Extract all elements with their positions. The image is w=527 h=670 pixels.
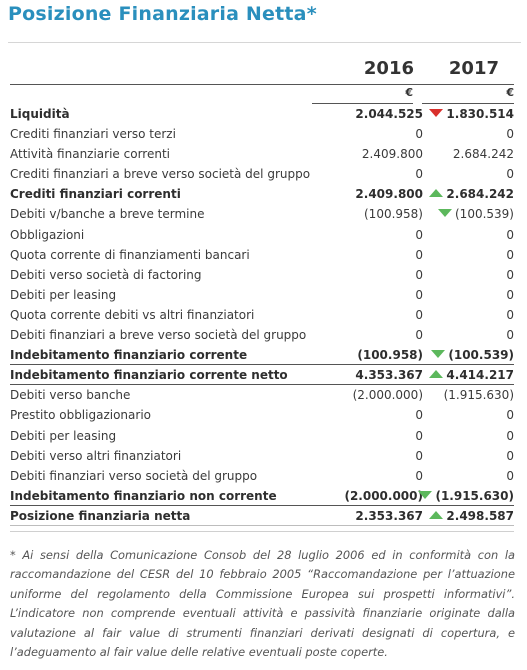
value-2017-cell xyxy=(506,124,514,144)
table-row xyxy=(10,365,514,385)
header-divider xyxy=(10,84,514,85)
value-2016: 0 xyxy=(415,428,423,443)
value-2016: 0 xyxy=(415,468,423,483)
row-label: Liquidità xyxy=(10,107,70,121)
row-label: Attività finanziarie correnti xyxy=(10,147,170,162)
table-row xyxy=(10,325,514,345)
table-row xyxy=(10,486,514,506)
value-2016: (100.958) xyxy=(357,348,423,363)
year-header-2017: 2017 xyxy=(448,58,499,79)
value-2016: 0 xyxy=(415,448,423,463)
value-2017-cell xyxy=(453,144,514,164)
value-2017: 0 xyxy=(506,307,514,322)
trend-down-green-icon xyxy=(431,350,445,358)
trend-down-green-icon xyxy=(418,491,432,499)
value-2016: 0 xyxy=(415,267,423,282)
value-2016: 0 xyxy=(415,247,423,262)
value-2017-cell xyxy=(506,426,514,446)
row-label: Quota corrente di finanziamenti bancari xyxy=(10,247,250,262)
value-2016: 0 xyxy=(415,408,423,423)
value-2016: 0 xyxy=(415,287,423,302)
row-label: Crediti finanziari a breve verso società del gruppo xyxy=(10,167,311,182)
value-2017-cell xyxy=(506,285,514,305)
table-row xyxy=(10,144,514,164)
row-label: Crediti finanziari correnti xyxy=(10,187,181,202)
table-row xyxy=(10,405,514,425)
value-2017-cell xyxy=(506,466,514,486)
table-row xyxy=(10,184,514,204)
value-2017-cell xyxy=(429,184,514,204)
page-title: Posizione Finanziaria Netta* xyxy=(8,3,317,25)
row-label: Indebitamento finanziario non corrente xyxy=(10,488,277,503)
value-2017: (100.539) xyxy=(455,207,514,222)
value-2017: 2.498.587 xyxy=(446,508,514,523)
value-2017: 2.684.242 xyxy=(446,187,514,202)
row-label: Debiti per leasing xyxy=(10,428,117,443)
trend-up-icon xyxy=(429,189,443,197)
value-2017: (100.539) xyxy=(448,348,514,363)
table-row xyxy=(10,164,514,184)
value-2017: 0 xyxy=(506,247,514,262)
value-2017: (1.915.630) xyxy=(435,488,514,503)
currency-label-2017: € xyxy=(422,86,514,104)
value-2016: 0 xyxy=(415,127,423,142)
value-2016: 0 xyxy=(415,167,423,182)
row-label: Crediti finanziari verso terzi xyxy=(10,127,176,142)
row-label: Posizione finanziaria netta xyxy=(10,508,191,523)
value-2017-cell xyxy=(506,325,514,345)
table-row xyxy=(10,305,514,325)
table-row xyxy=(10,204,514,224)
row-label: Obbligazioni xyxy=(10,227,85,242)
table-row xyxy=(10,285,514,305)
value-2017-cell xyxy=(429,104,514,124)
value-2017: 0 xyxy=(506,287,514,302)
value-2017: 0 xyxy=(506,428,514,443)
table-row xyxy=(10,104,514,124)
row-label: Quota corrente debiti vs altri finanziatori xyxy=(10,307,255,322)
table-row xyxy=(10,426,514,446)
value-2017: 0 xyxy=(506,448,514,463)
row-label: Debiti v/banche a breve termine xyxy=(10,207,205,222)
table-row xyxy=(10,345,514,365)
value-2017-cell xyxy=(506,405,514,425)
value-2017-cell xyxy=(506,245,514,265)
value-2017: 4.414.217 xyxy=(446,368,514,383)
value-2017-cell xyxy=(444,385,514,405)
currency-label-2016: € xyxy=(312,86,413,104)
value-2017-cell xyxy=(506,265,514,285)
value-2016: 0 xyxy=(415,307,423,322)
value-2016: 2.409.800 xyxy=(361,147,423,162)
value-2017: 0 xyxy=(506,127,514,142)
value-2017-cell xyxy=(506,305,514,325)
value-2016: 2.409.800 xyxy=(355,187,423,202)
trend-down-red-icon xyxy=(429,109,443,117)
row-label: Debiti verso altri finanziatori xyxy=(10,448,182,463)
financial-table xyxy=(10,104,514,526)
value-2017: 2.684.242 xyxy=(452,147,514,162)
value-2017-cell xyxy=(506,225,514,245)
value-2016: (100.958) xyxy=(364,207,423,222)
value-2017-cell xyxy=(506,446,514,466)
title-divider xyxy=(8,42,521,43)
table-row xyxy=(10,506,514,526)
trend-up-icon xyxy=(429,511,443,519)
value-2017-cell xyxy=(438,204,514,224)
row-label: Prestito obbligazionario xyxy=(10,408,151,423)
row-label: Debiti finanziari verso società del gruppo xyxy=(10,468,258,483)
value-2017-cell xyxy=(429,365,514,385)
value-2017-cell xyxy=(418,486,514,506)
table-row xyxy=(10,385,514,405)
year-header-2016: 2016 xyxy=(363,58,414,79)
value-2017: 0 xyxy=(506,267,514,282)
value-2017-cell xyxy=(429,506,514,526)
row-label: Debiti per leasing xyxy=(10,287,117,302)
value-2017: 0 xyxy=(506,167,514,182)
table-row xyxy=(10,124,514,144)
row-label: Indebitamento finanziario corrente xyxy=(10,348,248,363)
table-row xyxy=(10,265,514,285)
row-label: Debiti finanziari a breve verso società del gruppo xyxy=(10,328,307,343)
trend-down-green-icon xyxy=(438,209,452,217)
footnote-divider xyxy=(10,531,514,532)
table-row xyxy=(10,446,514,466)
table-row xyxy=(10,466,514,486)
value-2016: 2.044.525 xyxy=(355,107,423,121)
row-label: Debiti verso banche xyxy=(10,388,131,403)
value-2017: 0 xyxy=(506,227,514,242)
value-2017: 1.830.514 xyxy=(446,107,514,121)
value-2016: (2.000.000) xyxy=(344,488,423,503)
value-2017: (1.915.630) xyxy=(443,388,514,403)
value-2016: 0 xyxy=(415,328,423,343)
footnote: * Ai sensi della Comunicazione Consob del 28 luglio 2006 ed in conformità con la raccomandazione del CESR del 10 febbraio 2005 “Raccomandazione per l’attuazione uniforme del regolamento della Commissione Europea sui prospetti informativi”. L’indicatore non comprende eventuali attività e passività finanziarie originate dalla valutazione al fair value di strumenti finanziari derivati designati di copertura, e l’adeguamento al fair value delle relative eventuali poste coperte. xyxy=(10,548,515,660)
value-2016: 2.353.367 xyxy=(355,508,423,523)
value-2017-cell xyxy=(506,164,514,184)
table-row xyxy=(10,245,514,265)
table-row xyxy=(10,225,514,245)
trend-up-icon xyxy=(429,370,443,378)
value-2017-cell xyxy=(431,345,514,365)
value-2016: (2.000.000) xyxy=(352,388,423,403)
value-2016: 0 xyxy=(415,227,423,242)
value-2017: 0 xyxy=(506,328,514,343)
value-2016: 4.353.367 xyxy=(355,368,423,383)
value-2017: 0 xyxy=(506,408,514,423)
value-2017: 0 xyxy=(506,468,514,483)
row-label: Debiti verso società di factoring xyxy=(10,267,202,282)
row-label: Indebitamento finanziario corrente netto xyxy=(10,368,288,383)
